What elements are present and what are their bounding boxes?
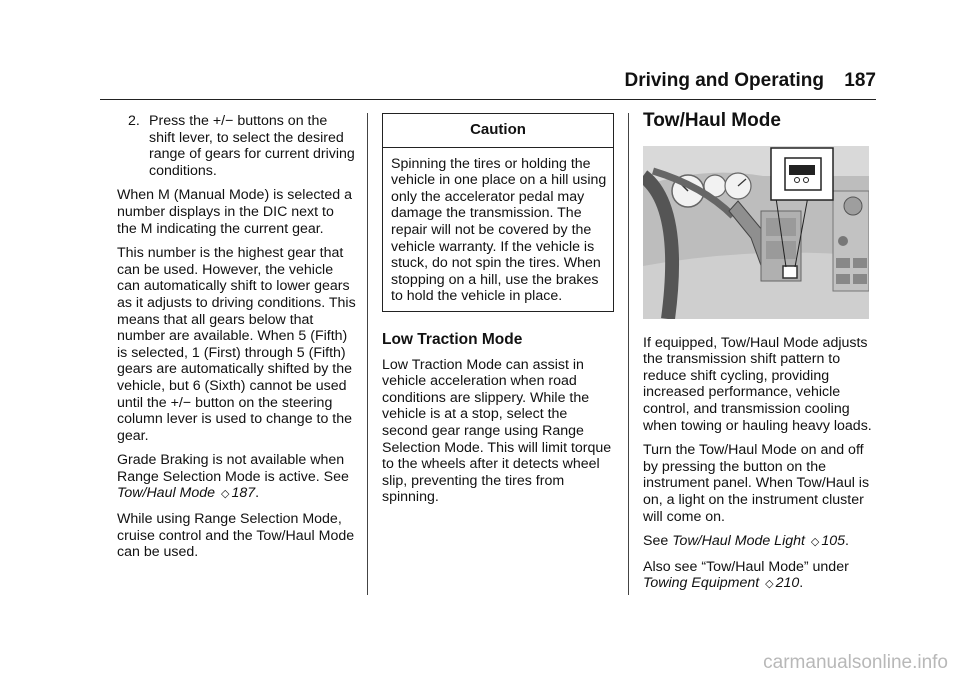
see-text: See xyxy=(643,533,673,550)
header-rule xyxy=(100,99,876,100)
paragraph: Turn the Tow/Haul Mode on and off by pressing the button on the instrument panel. When Tow/Haul is on, a light on the instrument cluster will come on. xyxy=(643,442,870,525)
paragraph: This number is the highest gear that can be used. However, the vehicle can automatically shift to lower gears as it adjusts to driving conditions. This means that all gears below that number are available. When 5 (Fifth) is selected, 1 (First) through 5 (Fifth) gears are automatically shifted by the vehicle, but 6 (Sixth) cannot be used until the +/− button on the steering column lever is used to change to the gear. xyxy=(117,245,356,444)
paragraph: While using Range Selection Mode, cruise control and the Tow/Haul Mode can be used. xyxy=(117,511,355,561)
period: . xyxy=(799,575,804,592)
section-heading: Low Traction Mode xyxy=(382,330,523,348)
column-2 xyxy=(382,113,614,514)
period: . xyxy=(255,485,260,502)
tow-haul-button-illustration xyxy=(643,146,869,319)
column-1 xyxy=(117,113,357,569)
paragraph xyxy=(643,559,879,593)
cross-reference-link[interactable]: Towing Equipment xyxy=(643,575,760,592)
see-text: See xyxy=(323,468,349,485)
page-number: 187 xyxy=(844,70,876,91)
page-ref-icon: ◇ xyxy=(810,536,820,549)
caution-title: Caution xyxy=(383,114,613,148)
list-number: 2. xyxy=(128,113,140,129)
paragraph: Low Traction Mode can assist in vehicle acceleration when road conditions are slippery. While the vehicle is at a stop, select the second gear range using Range Selection Mode. This will limit torque to the wheels after it detects wheel slip, preventing the tires from spinning. xyxy=(382,356,612,506)
cross-reference-page[interactable]: 187 xyxy=(231,485,256,502)
cross-reference-page[interactable]: 210 xyxy=(775,575,800,592)
page-ref-icon: ◇ xyxy=(221,488,230,501)
paragraph xyxy=(643,533,879,551)
caution-box xyxy=(382,113,614,312)
paragraph: If equipped, Tow/Haul Mode adjusts the transmission shift pattern to reduce shift cycling, providing increased performance, vehicle control, and transmission cooling when towing or hauling heavy loads. xyxy=(643,334,872,434)
paragraph: When M (Manual Mode) is selected a number displays in the DIC next to the M indicating the current gear. xyxy=(117,187,352,237)
column-divider-1 xyxy=(367,113,368,595)
column-divider-2 xyxy=(628,113,629,595)
paragraph xyxy=(117,452,357,503)
section-title: Driving and Operating xyxy=(624,70,824,91)
cross-reference-link[interactable]: Tow/Haul Mode xyxy=(117,485,216,502)
column-3 xyxy=(643,110,879,601)
page-header xyxy=(100,70,876,98)
cross-reference-page[interactable]: 105 xyxy=(821,533,846,550)
page-ref-icon: ◇ xyxy=(765,578,774,591)
paragraph-text: Grade Braking is not available when Range Selection Mode is active. xyxy=(117,452,345,485)
paragraph-text: Also see “Tow/Haul Mode” under xyxy=(643,558,849,575)
cross-reference-link[interactable]: Tow/Haul Mode Light xyxy=(672,533,805,550)
watermark: carmanualsonline.info xyxy=(763,652,948,673)
period: . xyxy=(845,533,849,550)
caution-text: Spinning the tires or holding the vehicle in one place on a hill using only the accelerator pedal may damage the transmission. The repair will not be covered by the vehicle warranty. If the vehicle is stuck, do not spin the tires. When stopping on a hill, use the brakes to hold the vehicle in place. xyxy=(391,155,607,305)
section-heading: Tow/Haul Mode xyxy=(643,110,781,131)
list-text: Press the +/− buttons on the shift lever, to select the desired range of gears for current driving conditions. xyxy=(149,113,355,179)
list-item xyxy=(117,113,357,179)
dashboard-illustration xyxy=(643,146,869,319)
